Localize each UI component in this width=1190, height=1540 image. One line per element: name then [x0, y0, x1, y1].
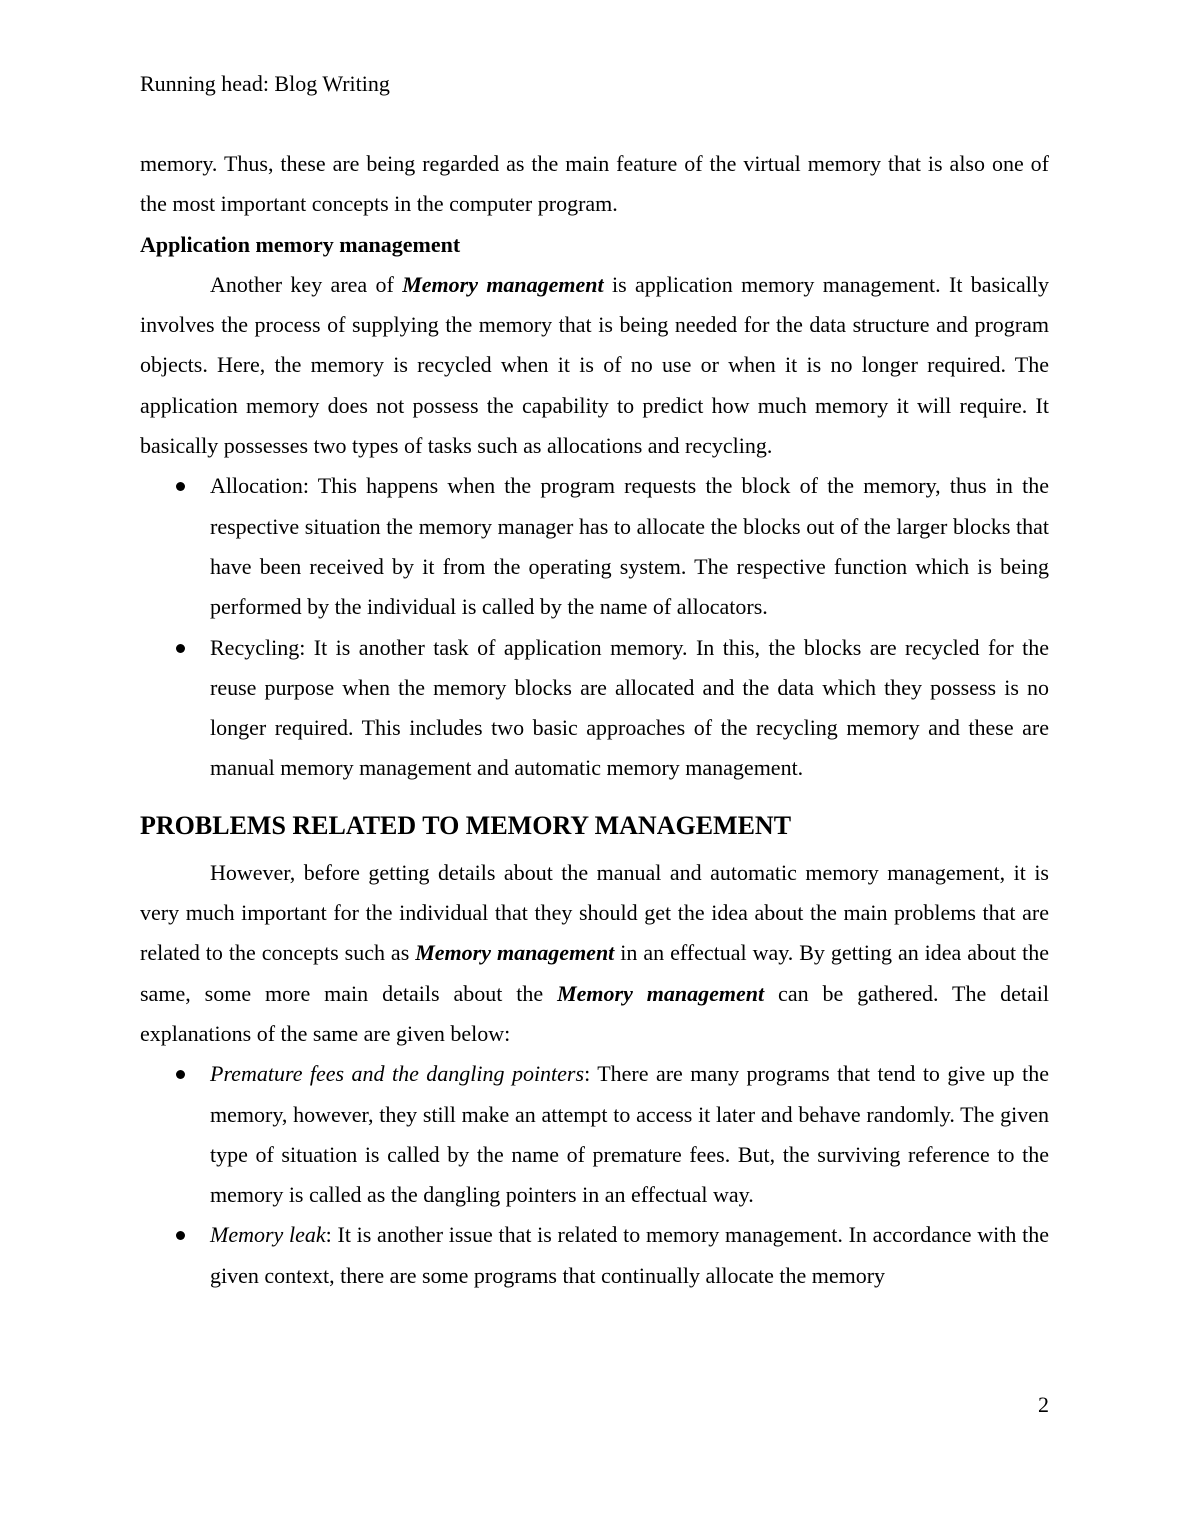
- application-paragraph: [140, 265, 1049, 466]
- subheading-application-memory: Application memory management: [140, 231, 461, 257]
- intro-paragraph: memory. Thus, these are being regarded as the main feature of the virtual memory that is also one of the most important concepts in the computer program.: [140, 151, 1049, 217]
- list-item-text: Allocation: This happens when the program requests the block of the memory, thus in the respective situation the memory manager has to allocate the blocks out of the larger blocks that have been received by it from the operating system. The respective function which is being performed by the individual is called by the name of allocators.: [210, 473, 1049, 620]
- list-item-term: Memory leak: [210, 1222, 326, 1248]
- list-item-term: Premature fees and the dangling pointers: [210, 1061, 585, 1087]
- list-item-recycling: [140, 628, 1049, 789]
- problems-paragraph-text: in an effectual way. By getting an idea about the same, some more main details about the: [140, 940, 1050, 1006]
- list-item-text: Recycling: It is another task of application memory. In this, the blocks are recycled for the reuse purpose when the memory blocks are allocated and the data which they possess is no longer required. This includes two basic approaches of the recycling memory and these are manual memory management and automatic memory management.: [210, 634, 1049, 781]
- list-item-premature-fees: [140, 1054, 1049, 1215]
- page-number: 2: [1038, 1392, 1049, 1417]
- bullet-icon: [176, 1070, 185, 1079]
- list-item-text: : There are many programs that tend to give up the memory, however, they still make an attempt to access it later and behave randomly. The given type of situation is called by the name of premature fees. But, the surviving reference to the memory is called as the dangling pointers in an effectual way.: [210, 1061, 1049, 1208]
- document-body: [140, 144, 1049, 1296]
- bullet-icon: [176, 482, 185, 491]
- problems-bullet-list: [140, 1054, 1049, 1296]
- bullet-icon: [176, 644, 185, 653]
- bullet-icon: [176, 1231, 185, 1240]
- problems-paragraph-text: can be gathered. The detail explanations of the same are given below:: [140, 980, 1050, 1046]
- application-paragraph-text: Another key area of: [210, 271, 403, 297]
- list-item-memory-leak: [140, 1215, 1049, 1296]
- application-paragraph-text: is application memory management. It basically involves the process of supplying the memory that is being needed for the data structure and program objects. Here, the memory is recycled when it is of no use or when it is no longer required. The application memory does not possess the capability to predict how much memory it will require. It basically possesses two types of tasks such as allocations and recycling.: [140, 271, 1049, 459]
- list-item-text: : It is another issue that is related to memory management. In accordance with the given context, there are some programs that continually allocate the memory: [210, 1222, 1049, 1288]
- running-head: Running head: Blog Writing: [140, 71, 390, 96]
- problems-paragraph-text: However, before getting details about the manual and automatic memory management, it is very much important for the individual that they should get the idea about the main problems that are related to the concepts such as: [140, 859, 1049, 966]
- list-item-allocation: [140, 466, 1049, 627]
- application-bullet-list: [140, 466, 1049, 788]
- emphasis-memory-management: Memory management: [557, 980, 765, 1006]
- emphasis-memory-management: Memory management: [415, 940, 615, 966]
- emphasis-memory-management: Memory management: [402, 271, 604, 297]
- problems-paragraph: [140, 853, 1049, 1054]
- section-heading-problems: PROBLEMS RELATED TO MEMORY MANAGEMENT: [140, 810, 792, 840]
